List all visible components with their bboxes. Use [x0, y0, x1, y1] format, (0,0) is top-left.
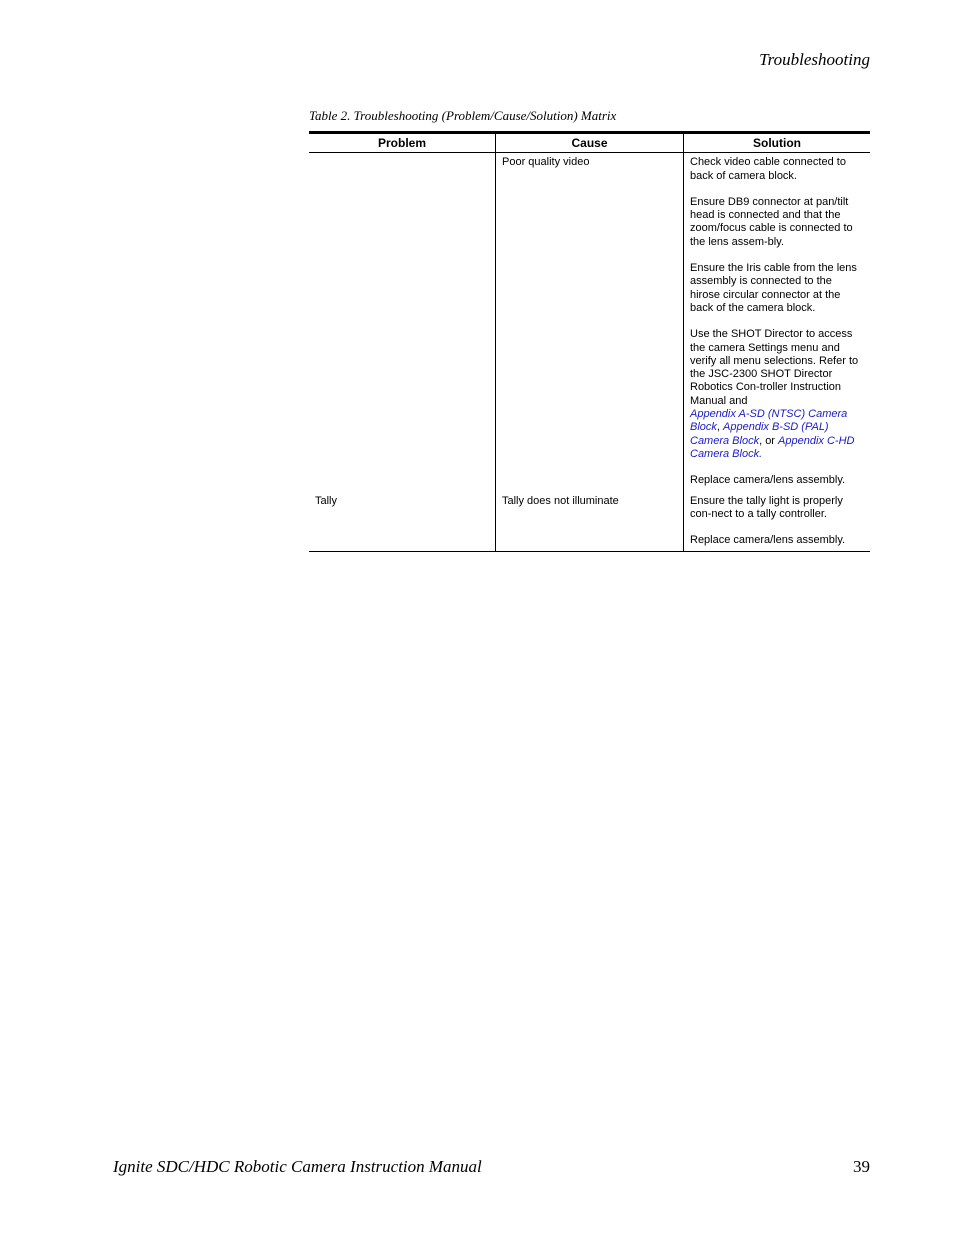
troubleshooting-table — [309, 131, 870, 552]
appendix-b-link[interactable]: Appendix B-SD (PAL) Camera Block — [690, 421, 829, 447]
table-row — [309, 492, 870, 552]
column-header-solution: Solution — [684, 133, 871, 153]
cause-cell: Tally does not illuminate — [496, 492, 684, 552]
solution-step: Ensure the tally light is properly con-nect to a tally controller. — [690, 494, 843, 520]
solution-cell — [684, 153, 871, 492]
problem-cell — [309, 153, 496, 492]
table-header-row — [309, 133, 870, 153]
solution-step-text: Use the SHOT Director to access the camera Settings menu and verify all menu selections. Refer to the JSC-2300 SHOT Director Robotics Con-troller Instruction Manual and — [690, 328, 859, 407]
cause-cell: Poor quality video — [496, 153, 684, 492]
table-row — [309, 153, 870, 492]
column-header-cause: Cause — [496, 133, 684, 153]
appendix-c-link[interactable]: Appendix C-HD Camera Block — [690, 434, 855, 460]
solution-step: Check video cable connected to back of camera block. — [690, 156, 846, 182]
solution-cell — [684, 492, 871, 552]
column-header-problem: Problem — [309, 133, 496, 153]
problem-cell: Tally — [315, 494, 338, 507]
solution-step: Replace camera/lens assembly. — [690, 534, 846, 547]
solution-step: Ensure DB9 connector at pan/tilt head is connected and that the zoom/focus cable is connected to the lens assem-bly. — [690, 195, 853, 248]
running-header: Troubleshooting — [759, 50, 870, 69]
solution-step: Ensure the Iris cable from the lens assembly is connected to the hirose circular connector at the back of the camera block. — [690, 262, 857, 314]
separator-text: , or — [759, 434, 779, 447]
solution-step: Replace camera/lens assembly. — [690, 474, 846, 487]
solution-step — [690, 328, 864, 461]
table-caption: Table 2. Troubleshooting (Problem/Cause/Solution) Matrix — [309, 108, 617, 123]
sentence-end: . — [759, 447, 763, 460]
separator-text: , — [716, 421, 724, 434]
page-number: 39 — [853, 1157, 870, 1176]
appendix-a-link[interactable]: Appendix A-SD (NTSC) Camera Block — [690, 408, 848, 434]
footer-manual-title: Ignite SDC/HDC Robotic Camera Instruction Manual — [113, 1157, 482, 1176]
